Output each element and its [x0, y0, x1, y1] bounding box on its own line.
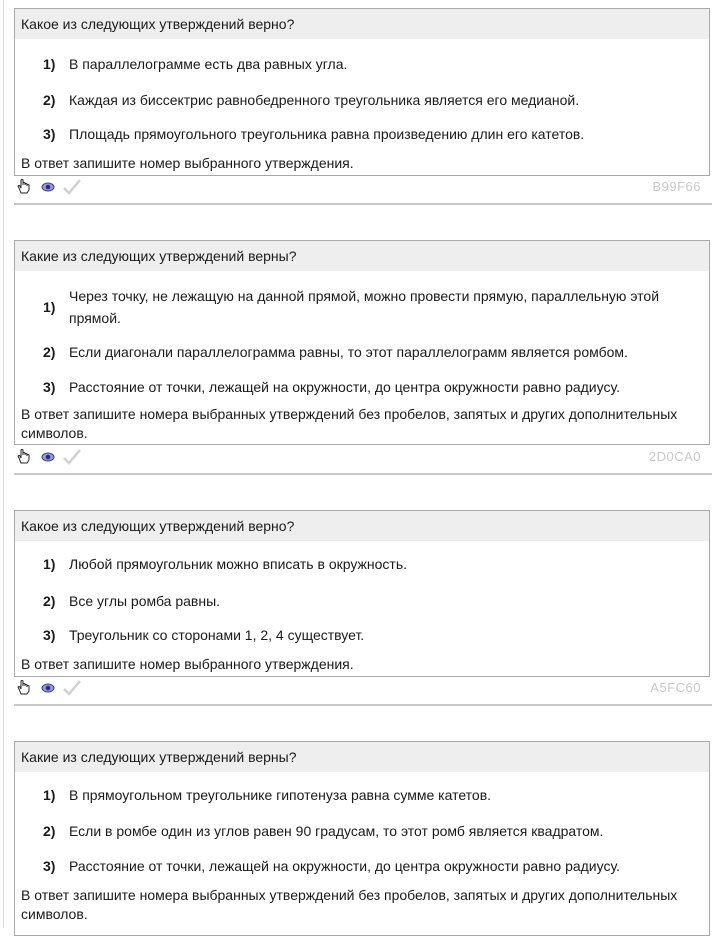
- answer-instruction: В ответ запишите номер выбранного утверждения.: [21, 155, 354, 171]
- answer-instruction: В ответ запишите номер выбранного утверждения.: [21, 656, 354, 672]
- eye-icon[interactable]: [40, 450, 56, 468]
- option-number: 2): [43, 823, 56, 839]
- option-1: [15, 285, 709, 329]
- option-text: Если диагонали параллелограмма равны, то этот параллелограмм является ромбом.: [69, 344, 628, 360]
- option-text: В прямоугольном треугольнике гипотенуза равна сумме катетов.: [69, 787, 492, 803]
- task-code: B99F66: [652, 179, 701, 194]
- option-number: 2): [43, 344, 56, 360]
- question-heading: Какие из следующих утверждений верны?: [15, 742, 709, 772]
- task-toolbar: [16, 448, 710, 466]
- option-text: Если в ромбе один из углов равен 90 градусам, то этот ромб является квадратом.: [69, 823, 604, 839]
- option-text: Каждая из биссектрис равнобедренного треугольника является его медианой.: [69, 92, 580, 108]
- question-heading: Какое из следующих утверждений верно?: [15, 511, 709, 541]
- option-number: 3): [43, 379, 56, 395]
- hand-pointer-icon[interactable]: [16, 178, 32, 200]
- answer-instruction: В ответ запишите номера выбранных утверждений без пробелов, запятых и других дополнительных символов.: [21, 887, 678, 922]
- task-code: 2D0CA0: [648, 449, 701, 464]
- option-text: Треугольник со сторонами 1, 2, 4 существует.: [69, 627, 365, 643]
- option-text: Расстояние от точки, лежащей на окружности, до центра окружности равно радиусу.: [69, 858, 620, 874]
- task-card-2: [14, 240, 710, 445]
- option-number: 3): [43, 858, 56, 874]
- question-heading: Какое из следующих утверждений верно?: [15, 9, 709, 39]
- check-icon[interactable]: [62, 178, 82, 201]
- option-text: Все углы ромба равны.: [69, 593, 221, 609]
- option-text: Любой прямоугольник можно вписать в окружность.: [69, 556, 407, 572]
- option-text: Через точку, не лежащую на данной прямой, можно провести прямую, параллельную этой прямой.: [69, 288, 660, 326]
- check-icon[interactable]: [62, 679, 82, 702]
- task-divider: [14, 473, 712, 475]
- task-divider: [14, 203, 712, 205]
- eye-icon[interactable]: [40, 681, 56, 699]
- eye-icon[interactable]: [40, 180, 56, 198]
- option-text: Площадь прямоугольного треугольника равна произведению длин его катетов.: [69, 126, 585, 142]
- hand-pointer-icon[interactable]: [16, 448, 32, 470]
- task-card-1: [14, 8, 710, 176]
- task-toolbar: [16, 178, 710, 196]
- question-heading: Какие из следующих утверждений верны?: [15, 241, 709, 271]
- check-icon[interactable]: [62, 448, 82, 471]
- task-card-4: [14, 741, 710, 936]
- task-toolbar: [16, 679, 710, 697]
- option-text: В параллелограмме есть два равных угла.: [69, 56, 348, 72]
- task-code: A5FC60: [650, 680, 701, 695]
- answer-instruction: В ответ запишите номера выбранных утверждений без пробелов, запятых и других дополнительных символов.: [21, 406, 678, 441]
- option-number: 1): [43, 299, 56, 315]
- option-number: 3): [43, 126, 56, 142]
- hand-pointer-icon[interactable]: [16, 679, 32, 701]
- task-divider: [14, 704, 712, 706]
- option-number: 1): [43, 56, 56, 72]
- option-text: Расстояние от точки, лежащей на окружности, до центра окружности равно радиусу.: [69, 379, 620, 395]
- option-number: 2): [43, 92, 56, 108]
- option-number: 1): [43, 556, 56, 572]
- option-number: 1): [43, 787, 56, 803]
- page-left-rail: [3, 0, 4, 928]
- option-number: 3): [43, 627, 56, 643]
- option-number: 2): [43, 593, 56, 609]
- task-card-3: [14, 510, 710, 677]
